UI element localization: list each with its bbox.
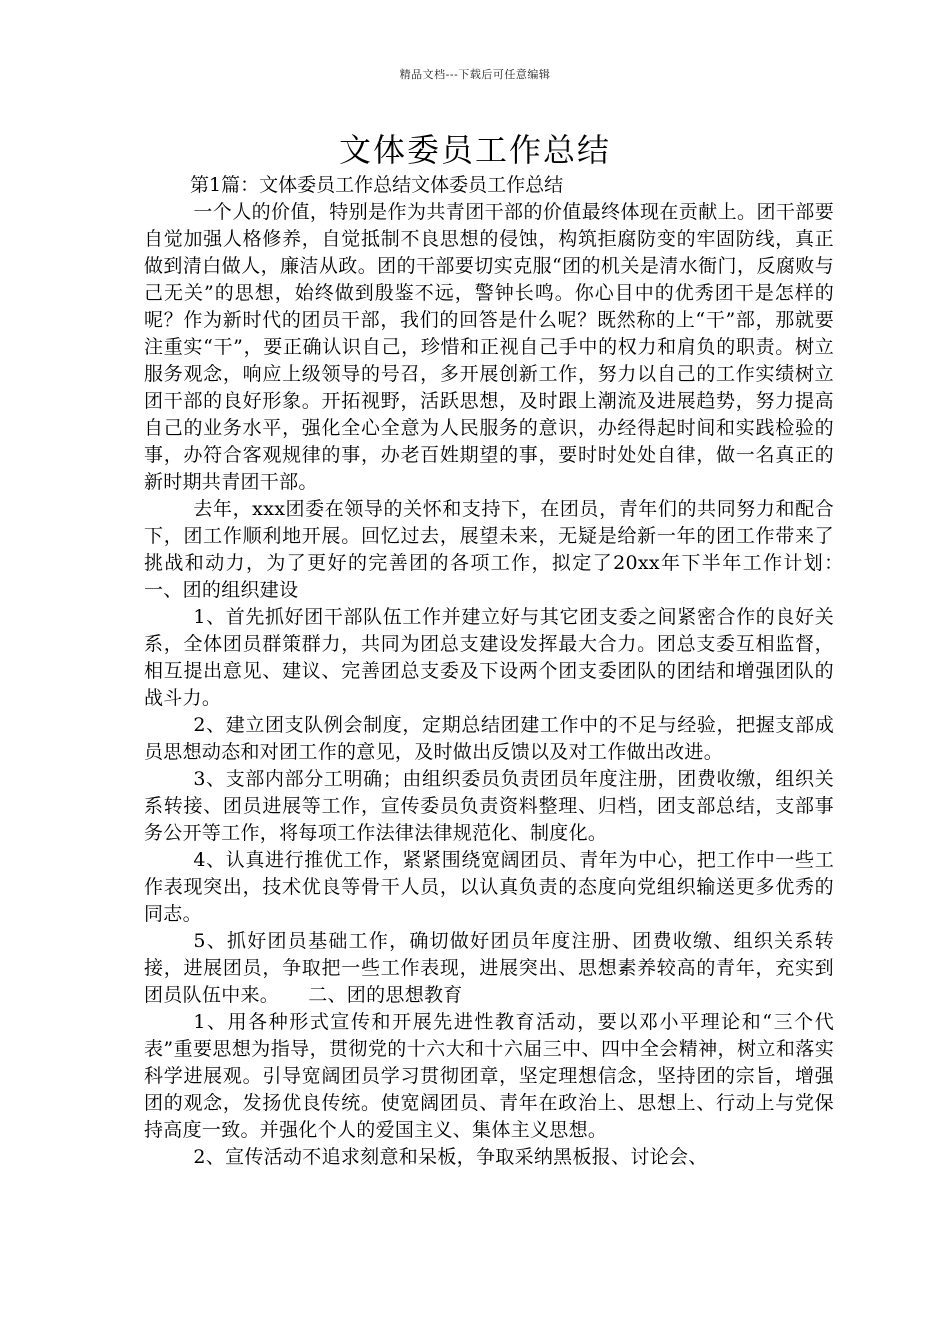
paragraph: 2、宣传活动不追求刻意和呆板，争取采纳黑板报、讨论会、	[193, 1146, 708, 1168]
paragraph: 2、建立团支队例会制度，定期总结团建工作中的不足与经验，把握支部成员思想动态和对团工作的意见，及时做出反馈以及对工作做出改进。	[144, 714, 834, 763]
paragraph: 去年，xxx团委在领导的关怀和支持下，在团员，青年们的共同努力和配合下，团工作顺利地开展。回忆过去，展望未来，无疑是给新一年的团工作带来了挑战和动力，为了更好的完善团的各项工作，拟定了20xx年下半年工作计划： 一、团的组织建设	[144, 498, 873, 601]
document-title: 文体委员工作总结	[338, 131, 611, 169]
document-body	[144, 172, 873, 1171]
header-note: 精品文档---下载后可任意编辑	[399, 68, 551, 81]
paragraph: 1、首先抓好团干部队伍工作并建立好与其它团支委之间紧密合作的良好关系，全体团员群策群力，共同为团总支建设发挥最大合力。团总支委互相监督，相互提出意见、建议、完善团总支委及下设两个团支委团队的团结和增强团队的战斗力。	[144, 606, 834, 709]
paragraph: 一个人的价值，特别是作为共青团干部的价值最终体现在贡献上。团干部要自觉加强人格修养，自觉抵制不良思想的侵蚀，构筑拒腐防变的牢固防线，真正做到清白做人，廉洁从政。团的干部要切实克服“团的机关是清水衙门，反腐败与己无关”的思想，始终做到殷鉴不远，警钟长鸣。你心目中的优秀团干是怎样的呢？作为新时代的团员干部，我们的回答是什么呢？既然称的上“干”部，那就要注重实“干”，要正确认识自己，珍惜和正视自己手中的权力和肩负的职责。树立服务观念，响应上级领导的号召，多开展创新工作，努力以自己的工作实绩树立团干部的良好形象。开拓视野，活跃思想，及时跟上潮流及进展趋势，努力提高自己的业务水平，强化全心全意为人民服务的意识，办经得起时间和实践检验的事，办符合客观规律的事，办老百姓期望的事，要时时处处自律，做一名真正的新时期共青团干部。	[144, 201, 834, 493]
section-heading: 第1篇：文体委员工作总结文体委员工作总结	[190, 174, 564, 196]
paragraph: 5、抓好团员基础工作，确切做好团员年度注册、团费收缴、组织关系转接，进展团员，争取把一些工作表现，进展突出、思想素养较高的青年，充实到团员队伍中来。 二、团的思想教育	[144, 930, 834, 1006]
paragraph: 1、用各种形式宣传和开展先进性教育活动，要以邓小平理论和“三个代表”重要思想为指导，贯彻党的十六大和十六届三中、四中全会精神，树立和落实科学进展观。引导宽阔团员学习贯彻团章，坚定理想信念，坚持团的宗旨，增强团的观念，发扬优良传统。使宽阔团员、青年在政治上、思想上、行动上与党保持高度一致。并强化个人的爱国主义、集体主义思想。	[144, 1011, 834, 1141]
paragraph: 4、认真进行推优工作，紧紧围绕宽阔团员、青年为中心，把工作中一些工作表现突出，技术优良等骨干人员，以认真负责的态度向党组织输送更多优秀的同志。	[144, 849, 834, 925]
paragraph: 3、支部内部分工明确；由组织委员负责团员年度注册，团费收缴，组织关系转接、团员进展等工作，宣传委员负责资料整理、归档，团支部总结，支部事务公开等工作，将每项工作法律法律规范化、制度化。	[144, 768, 834, 844]
